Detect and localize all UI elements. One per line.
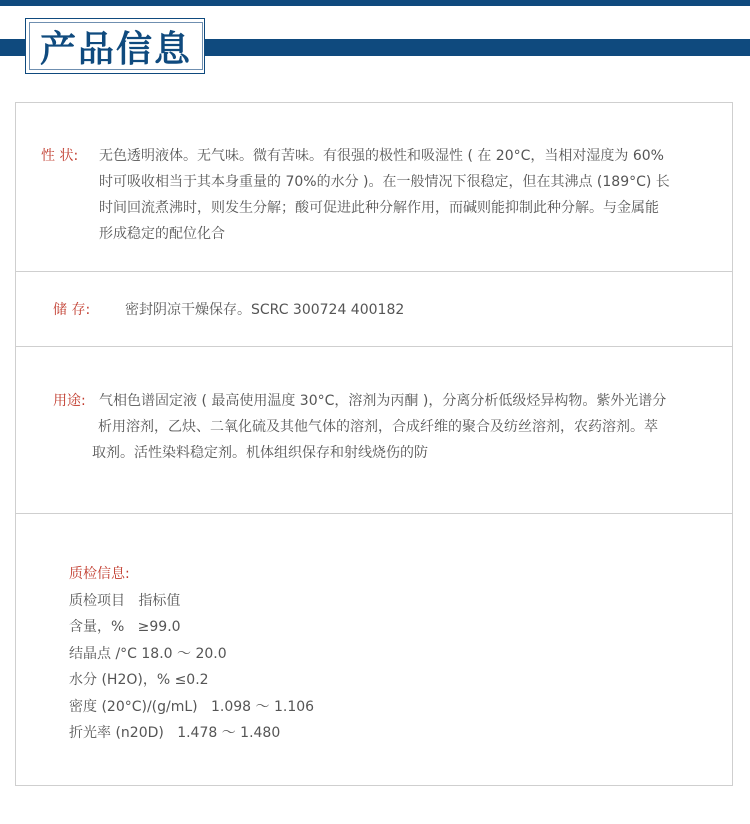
properties-label: 性 状:: [41, 148, 79, 164]
storage-label: 储 存:: [53, 302, 91, 318]
storage-text: 密封阴凉干燥保存。SCRC 300724 400182: [125, 302, 405, 318]
usage-text: [92, 388, 707, 466]
properties-line: 形成稳定的配位化合: [99, 226, 225, 242]
usage-line: 气相色谱固定液 ( 最高使用温度 30°C，溶剂为丙酮 )，分离分析低级烃异构物。紫外光谱分: [99, 393, 667, 409]
quality-line: 含量，% ≥99.0: [69, 619, 181, 635]
properties-text: [99, 143, 709, 247]
quality-line: 水分 (H2O)，% ≤0.2: [69, 672, 209, 688]
title-frame: [29, 22, 203, 70]
top-accent-bar: [0, 0, 750, 6]
properties-line: 时间回流煮沸时，则发生分解；酸可促进此种分解作用，而碱则能抑制此种分解。与金属能: [99, 200, 659, 216]
quality-title: 质检信息:: [69, 566, 130, 582]
quality-section: [69, 561, 314, 747]
properties-line: 无色透明液体。无气味。微有苦味。有很强的极性和吸湿性 ( 在 20°C，当相对湿度为 60%: [99, 148, 664, 164]
usage-line: 析用溶剂，乙炔、二氧化硫及其他气体的溶剂，合成纤维的聚合及纺丝溶剂，农药溶剂。萃: [98, 419, 658, 435]
quality-line: 结晶点 /°C 18.0 ～ 20.0: [69, 645, 227, 662]
quality-line: 质检项目 指标值: [69, 592, 181, 609]
usage-label: 用途:: [53, 393, 86, 409]
usage-line: 取剂。活性染料稳定剂。机体组织保存和射线烧伤的防: [92, 445, 428, 461]
quality-line: 折光率 (n20D) 1.478 ～ 1.480: [69, 725, 281, 741]
page-title: 产品信息: [39, 28, 192, 70]
properties-line: 时可吸收相当于其本身重量的 70%的水分 )。在一般情况下很稳定，但在其沸点 (189°C) 长: [99, 174, 670, 190]
quality-line: 密度 (20°C)/(g/mL) 1.098 ～ 1.106: [69, 698, 315, 715]
